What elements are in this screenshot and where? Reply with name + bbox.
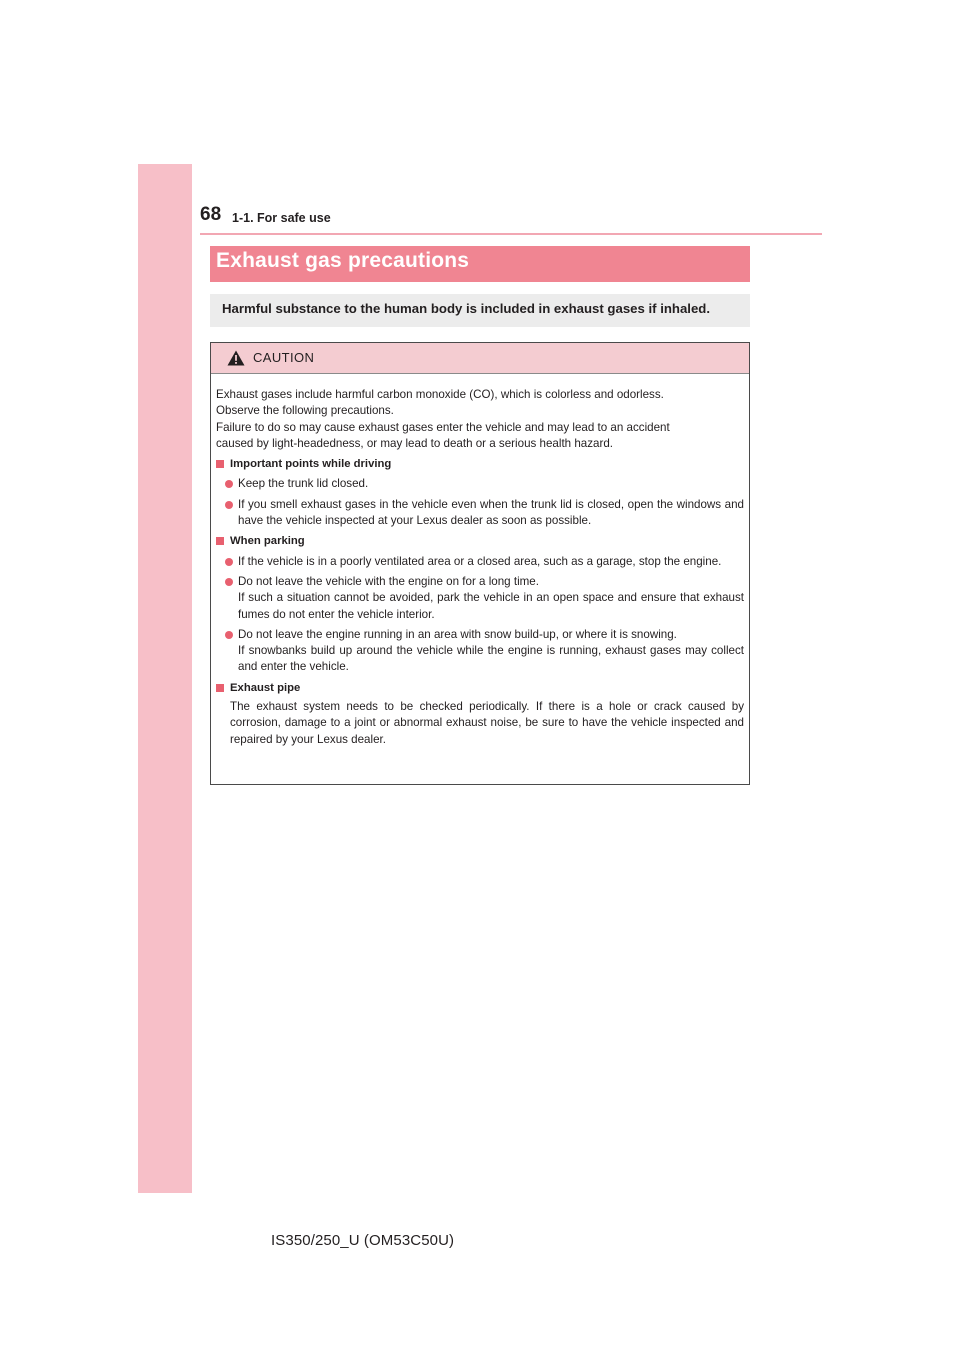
summary-text: Harmful substance to the human body is included in exhaust gases if inhaled.: [222, 301, 711, 316]
warning-triangle-icon: [227, 350, 245, 366]
round-bullet-icon: [225, 558, 233, 566]
round-bullet-icon: [225, 578, 233, 586]
intro-line: Failure to do so may cause exhaust gases enter the vehicle and may lead to an accident: [216, 420, 670, 434]
header-divider: [200, 233, 822, 235]
caution-label: CAUTION: [253, 350, 315, 365]
bullet-text: If snowbanks build up around the vehicle while the engine is running, exhaust gases may collect and enter the vehicle.: [238, 644, 744, 674]
summary-box: [210, 294, 750, 327]
list-item: [225, 476, 744, 492]
bullet-text: Do not leave the vehicle with the engine on for a long time.: [238, 574, 539, 588]
bullet-text: If the vehicle is in a poorly ventilated area or a closed area, such as a garage, stop the engine.: [238, 554, 722, 568]
section-heading-exhaust-pipe: [216, 680, 744, 696]
title-bar: [210, 246, 750, 282]
square-bullet-icon: [216, 460, 224, 468]
square-bullet-icon: [216, 537, 224, 545]
bullet-text: Do not leave the engine running in an area with snow build-up, or where it is snowing.: [238, 627, 677, 641]
list-item: [225, 627, 744, 676]
list-item: [225, 497, 744, 530]
round-bullet-icon: [225, 480, 233, 488]
caution-header: [211, 343, 749, 374]
round-bullet-icon: [225, 631, 233, 639]
section-heading-text: Exhaust pipe: [230, 681, 301, 694]
section-heading-text: When parking: [230, 535, 305, 548]
list-item: [225, 554, 744, 570]
page-title: Exhaust gas precautions: [216, 249, 470, 272]
section-heading-driving: [216, 456, 744, 472]
bullet-text: If such a situation cannot be avoided, park the vehicle in an open space and ensure that exhaust fumes do not enter the vehicle interior.: [238, 591, 744, 621]
caution-box: [210, 342, 750, 785]
footer-model-code: IS350/250_U (OM53C50U): [271, 1232, 455, 1249]
caution-body: [216, 387, 744, 748]
page-number: 68: [200, 204, 222, 225]
exhaust-pipe-text: The exhaust system needs to be checked periodically. If there is a hole or crack caused by corrosion, damage to a joint or abnormal exhaust noise, be sure to have the vehicle inspected and repaired by your Lexus dealer.: [230, 700, 744, 746]
caution-intro: [216, 387, 744, 452]
intro-line: caused by light-headedness, or may lead to death or a serious health hazard.: [216, 436, 614, 450]
section-heading-text: Important points while driving: [230, 458, 392, 471]
intro-line: Exhaust gases include harmful carbon monoxide (CO), which is colorless and odorless.: [216, 388, 664, 401]
bullet-text: If you smell exhaust gases in the vehicle even when the trunk lid is closed, open the windows and have the vehicle inspected at your Lexus dealer as soon as possible.: [238, 497, 744, 528]
chapter-side-band: [138, 164, 192, 1193]
list-item: [225, 574, 744, 623]
section-label: 1-1. For safe use: [232, 211, 331, 225]
intro-line: Observe the following precautions.: [216, 404, 394, 418]
square-bullet-icon: [216, 684, 224, 692]
round-bullet-icon: [225, 501, 233, 509]
section-heading-parking: [216, 533, 744, 549]
bullet-text: Keep the trunk lid closed.: [238, 477, 369, 491]
